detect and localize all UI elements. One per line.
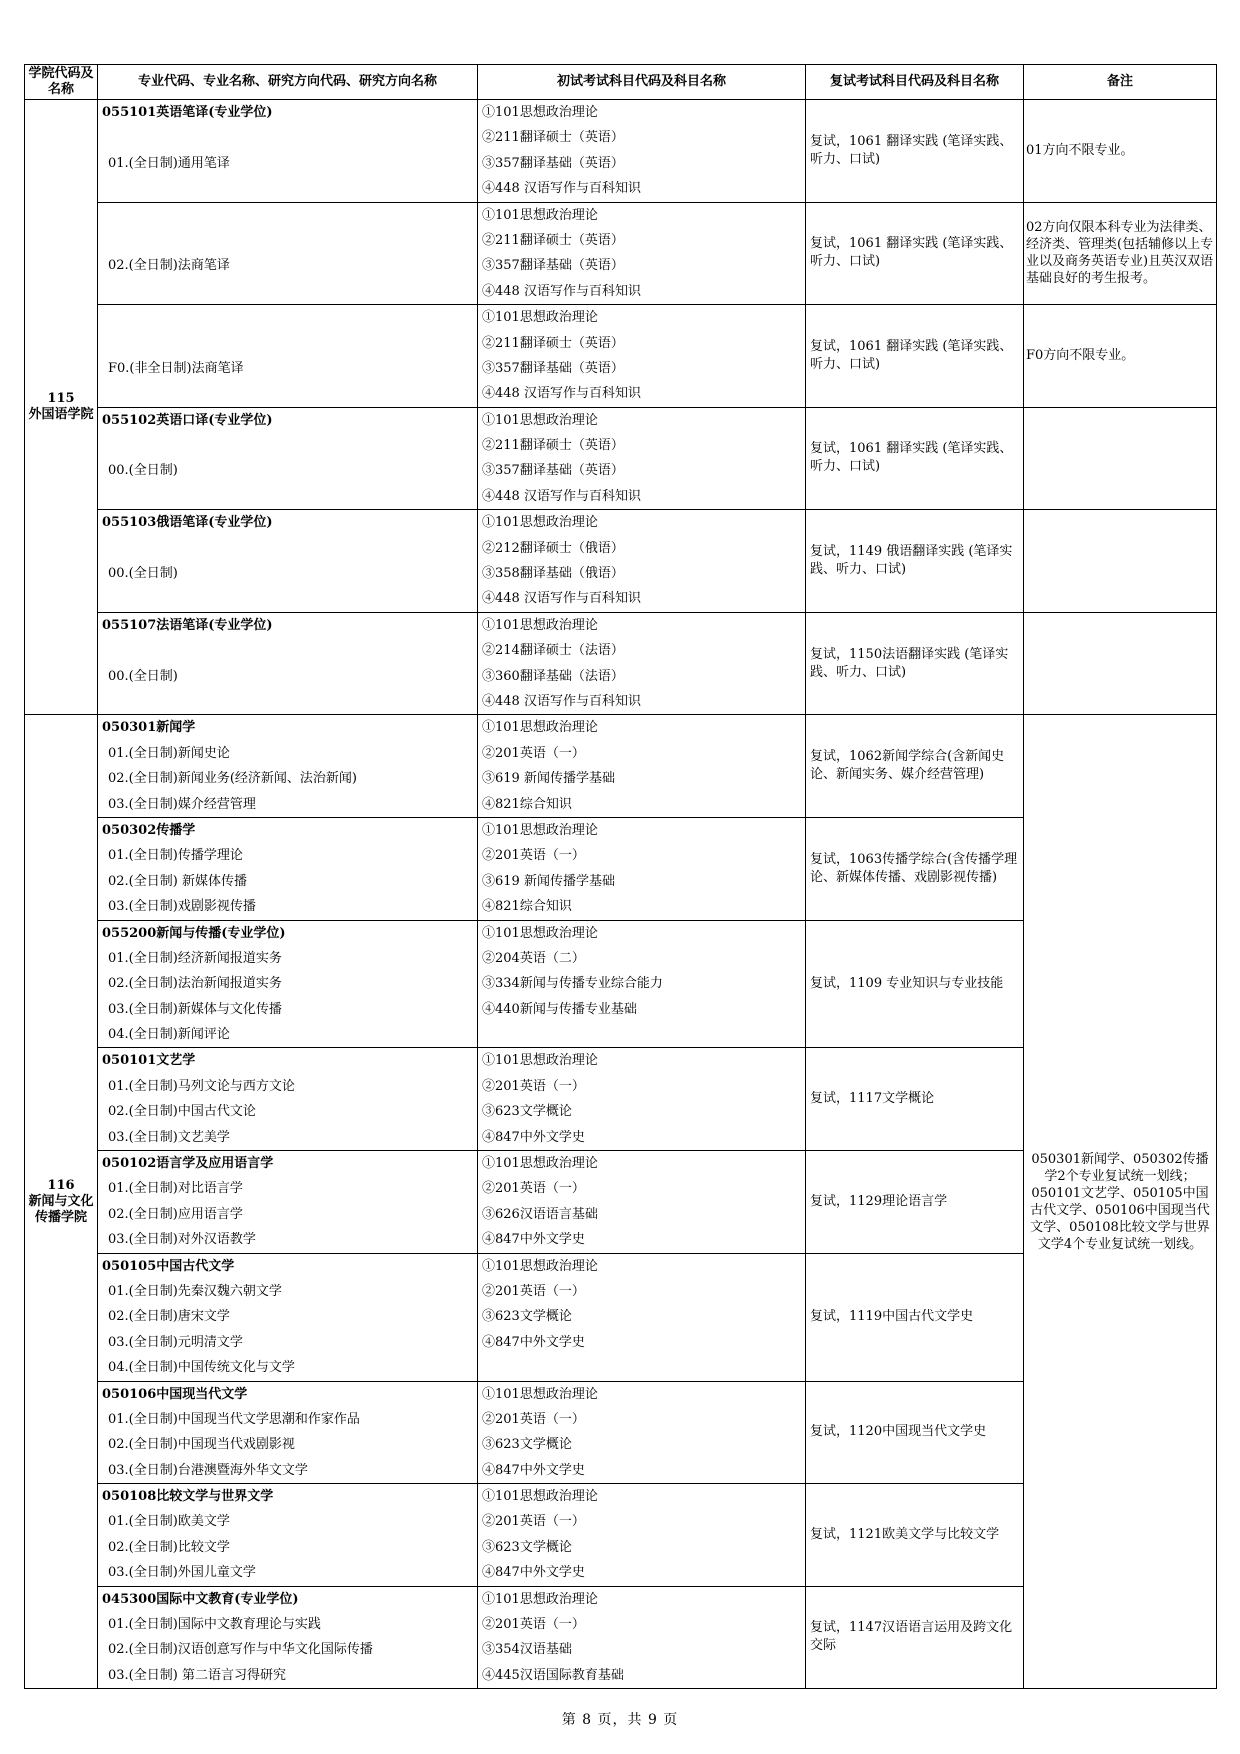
retest-cell: 复试，1109 专业知识与专业技能 [806, 920, 1024, 1048]
exam-subject: ④448 汉语写作与百科知识 [482, 591, 641, 607]
retest-cell: 复试，1120中国现当代文学史 [806, 1381, 1024, 1484]
major-name: 050101文艺学 [102, 1053, 196, 1069]
direction-name: 01.(全日制)通用笔译 [108, 155, 230, 171]
direction-name: 02.(全日制)唐宋文学 [108, 1309, 230, 1325]
retest-cell: 复试，1150法语翻译实践 (笔译实践、听力、口试) [806, 612, 1024, 715]
exam-subject: ③334新闻与传播专业综合能力 [482, 976, 663, 992]
exam-subject: ①101思想政治理论 [482, 1053, 598, 1069]
exam-subject: ③619 新闻传播学基础 [482, 873, 615, 889]
page-footer: 第 8 页，共 9 页 [561, 1712, 679, 1728]
exam-subject: ③360翻译基础（法语） [482, 668, 624, 684]
retest-cell: 复试，1147汉语语言运用及跨文化交际 [806, 1586, 1024, 1689]
exam-subject: ②211翻译硕士（英语） [482, 232, 624, 248]
page [24, 64, 1216, 1689]
spacer [98, 125, 477, 150]
exam-subject: ①101思想政治理论 [482, 1386, 598, 1402]
exam-subject: ①101思想政治理论 [482, 1258, 598, 1274]
table-row [25, 715, 1217, 818]
exam-cell [478, 1381, 806, 1484]
exam-cell [478, 817, 806, 920]
spacer [98, 203, 477, 228]
direction-name: 03.(全日制)新媒体与文化传播 [108, 1001, 282, 1017]
exam-subject: ②201英语（一） [482, 1283, 585, 1299]
direction-name: 02.(全日制)应用语言学 [108, 1206, 243, 1222]
retest-cell: 复试，1063传播学综合(含传播学理论、新媒体传播、戏剧影视传播) [806, 817, 1024, 920]
exam-subject: ④448 汉语写作与百科知识 [482, 693, 641, 709]
major-name: 055107法语笔译(专业学位) [102, 617, 273, 633]
major-cell [98, 1253, 478, 1381]
exam-subject: ②201英语（一） [482, 1617, 585, 1633]
exam-subject: ④448 汉语写作与百科知识 [482, 386, 641, 402]
direction-name: 02.(全日制)比较文学 [108, 1539, 230, 1555]
major-cell [98, 612, 478, 715]
direction-name: 02.(全日制) 新媒体传播 [108, 873, 247, 889]
admissions-table [24, 64, 1217, 1689]
table-header-row [25, 65, 1217, 100]
direction-name: 03.(全日制)文艺美学 [108, 1129, 230, 1145]
table-row [25, 305, 1217, 408]
direction-name: 02.(全日制)中国现当代戏剧影视 [108, 1437, 295, 1453]
spacer [98, 381, 477, 406]
retest-cell: 复试，1062新闻学综合(含新闻史论、新闻实务、媒介经营管理) [806, 715, 1024, 818]
college-name: 新闻与文化传播学院 [28, 1193, 94, 1225]
exam-cell [478, 715, 806, 818]
direction-name: 03.(全日制)台港澳暨海外华文文学 [108, 1462, 308, 1478]
exam-subject: ①101思想政治理论 [482, 617, 598, 633]
exam-subject: ③619 新闻传播学基础 [482, 771, 615, 787]
exam-subject: ④847中外文学史 [482, 1129, 585, 1145]
college-name: 外国语学院 [28, 407, 94, 423]
major-name: 050302传播学 [102, 822, 196, 838]
header-exam: 初试考试科目代码及科目名称 [478, 65, 806, 100]
exam-cell [478, 1253, 806, 1381]
retest-cell: 复试，1061 翻译实践 (笔译实践、听力、口试) [806, 305, 1024, 408]
exam-subject: ③623文学概论 [482, 1539, 572, 1555]
exam-subject: ③623文学概论 [482, 1104, 572, 1120]
retest-cell: 复试，1117文学概论 [806, 1048, 1024, 1151]
spacer [98, 305, 477, 330]
note-cell [1024, 612, 1217, 715]
direction-name: 01.(全日制)中国现当代文学思潮和作家作品 [108, 1411, 360, 1427]
table-row [25, 407, 1217, 510]
major-cell [98, 510, 478, 613]
note-cell: 050301新闻学、050302传播学2个专业复试统一划线；050101文艺学、050105中国古代文学、050106中国现当代文学、050108比较文学与世界文学4个专业复试统一划线。 [1024, 715, 1217, 1689]
exam-subject: ②201英语（一） [482, 1078, 585, 1094]
direction-name: 01.(全日制)对比语言学 [108, 1181, 243, 1197]
major-name: 050106中国现当代文学 [102, 1386, 248, 1402]
exam-subject: ①101思想政治理论 [482, 1591, 598, 1607]
major-name: 055200新闻与传播(专业学位) [102, 925, 286, 941]
exam-subject: ③623文学概论 [482, 1309, 572, 1325]
exam-subject: ①101思想政治理论 [482, 1489, 598, 1505]
exam-subject: ④448 汉语写作与百科知识 [482, 488, 641, 504]
header-college: 学院代码及名称 [25, 65, 98, 100]
major-name: 050102语言学及应用语言学 [102, 1156, 274, 1172]
exam-cell [478, 612, 806, 715]
direction-name: 01.(全日制)先秦汉魏六朝文学 [108, 1283, 282, 1299]
exam-subject: ③354汉语基础 [482, 1642, 572, 1658]
exam-cell [478, 1586, 806, 1689]
exam-subject: ②201英语（一） [482, 745, 585, 761]
direction-name: 02.(全日制)汉语创意写作与中华文化国际传播 [108, 1642, 373, 1658]
major-cell [98, 817, 478, 920]
major-name: 055102英语口译(专业学位) [102, 412, 273, 428]
direction-name: 03.(全日制)外国儿童文学 [108, 1565, 256, 1581]
retest-cell: 复试，1061 翻译实践 (笔译实践、听力、口试) [806, 202, 1024, 305]
spacer [98, 331, 477, 356]
direction-name: 01.(全日制)国际中文教育理论与实践 [108, 1617, 321, 1633]
major-name: 055103俄语笔译(专业学位) [102, 515, 273, 531]
major-cell [98, 100, 478, 203]
retest-cell: 复试，1061 翻译实践 (笔译实践、听力、口试) [806, 407, 1024, 510]
header-note: 备注 [1024, 65, 1217, 100]
exam-subject: ②212翻译硕士（俄语） [482, 540, 624, 556]
retest-cell: 复试，1149 俄语翻译实践 (笔译实践、听力、口试) [806, 510, 1024, 613]
major-cell [98, 920, 478, 1048]
table-body [25, 100, 1217, 1689]
direction-name: 01.(全日制)经济新闻报道实务 [108, 950, 282, 966]
exam-subject: ③357翻译基础（英语） [482, 463, 624, 479]
exam-subject: ④847中外文学史 [482, 1565, 585, 1581]
exam-subject: ①101思想政治理论 [482, 105, 598, 120]
major-cell [98, 305, 478, 408]
spacer [98, 638, 477, 663]
table-row [25, 202, 1217, 305]
note-cell: 01方向不限专业。 [1024, 100, 1217, 203]
exam-subject: ③626汉语语言基础 [482, 1206, 598, 1222]
exam-subject: ①101思想政治理论 [482, 925, 598, 941]
retest-cell: 复试，1121欧美文学与比较文学 [806, 1484, 1024, 1587]
exam-cell [478, 1484, 806, 1587]
spacer [98, 279, 477, 304]
direction-name: 04.(全日制)中国传统文化与文学 [108, 1360, 295, 1376]
direction-name: 03.(全日制)对外汉语教学 [108, 1232, 256, 1248]
exam-subject: ④445汉语国际教育基础 [482, 1667, 624, 1683]
exam-subject: ③623文学概论 [482, 1437, 572, 1453]
exam-cell [478, 510, 806, 613]
direction-name: 00.(全日制) [108, 566, 178, 582]
spacer [98, 228, 477, 253]
exam-subject: ①101思想政治理论 [482, 720, 598, 736]
spacer [98, 433, 477, 458]
college-cell [25, 715, 98, 1689]
spacer [98, 689, 477, 714]
exam-subject: ①101思想政治理论 [482, 822, 598, 838]
spacer [478, 1022, 805, 1047]
exam-subject: ②214翻译硕士（法语） [482, 643, 624, 659]
retest-cell: 复试，1061 翻译实践 (笔译实践、听力、口试) [806, 100, 1024, 203]
direction-name: 03.(全日制)元明清文学 [108, 1334, 243, 1350]
table-row [25, 612, 1217, 715]
note-cell [1024, 407, 1217, 510]
major-name: 050108比较文学与世界文学 [102, 1489, 274, 1505]
major-cell [98, 715, 478, 818]
direction-name: 02.(全日制)法商笔译 [108, 258, 230, 274]
exam-subject: ④440新闻与传播专业基础 [482, 1001, 637, 1017]
major-name: 050105中国古代文学 [102, 1258, 235, 1274]
major-cell [98, 1381, 478, 1484]
table-row [25, 100, 1217, 203]
direction-name: 01.(全日制)传播学理论 [108, 848, 243, 864]
exam-subject: ③357翻译基础（英语） [482, 360, 624, 376]
exam-subject: ③358翻译基础（俄语） [482, 566, 624, 582]
exam-cell [478, 100, 806, 203]
exam-subject: ④847中外文学史 [482, 1232, 585, 1248]
direction-name: 01.(全日制)欧美文学 [108, 1514, 230, 1530]
spacer [98, 536, 477, 561]
major-cell [98, 1586, 478, 1689]
exam-subject: ④847中外文学史 [482, 1334, 585, 1350]
exam-cell [478, 920, 806, 1048]
direction-name: F0.(非全日制)法商笔译 [108, 360, 244, 376]
exam-subject: ②204英语（二） [482, 950, 585, 966]
direction-name: 03.(全日制) 第二语言习得研究 [108, 1667, 286, 1683]
major-name: 050301新闻学 [102, 720, 196, 736]
exam-subject: ②211翻译硕士（英语） [482, 335, 624, 351]
exam-cell [478, 202, 806, 305]
exam-subject: ④847中外文学史 [482, 1462, 585, 1478]
exam-subject: ④821综合知识 [482, 796, 572, 812]
spacer [478, 1355, 805, 1380]
exam-subject: ③357翻译基础（英语） [482, 155, 624, 171]
exam-subject: ①101思想政治理论 [482, 1156, 598, 1172]
exam-cell [478, 1151, 806, 1254]
major-name: 055101英语笔译(专业学位) [102, 105, 273, 120]
exam-subject: ②211翻译硕士（英语） [482, 438, 624, 454]
direction-name: 03.(全日制)媒介经营管理 [108, 796, 256, 812]
exam-subject: ②201英语（一） [482, 1411, 585, 1427]
exam-subject: ①101思想政治理论 [482, 310, 598, 326]
exam-subject: ④448 汉语写作与百科知识 [482, 283, 641, 299]
exam-subject: ③357翻译基础（英语） [482, 258, 624, 274]
exam-subject: ②201英语（一） [482, 1181, 585, 1197]
college-code: 115 [47, 391, 75, 407]
exam-subject: ②211翻译硕士（英语） [482, 130, 624, 146]
direction-name: 02.(全日制)法治新闻报道实务 [108, 976, 282, 992]
major-name: 045300国际中文教育(专业学位) [102, 1591, 299, 1607]
note-cell: F0方向不限专业。 [1024, 305, 1217, 408]
exam-subject: ②201英语（一） [482, 848, 585, 864]
spacer [98, 586, 477, 611]
exam-subject: ①101思想政治理论 [482, 515, 598, 531]
exam-subject: ④448 汉语写作与百科知识 [482, 181, 641, 197]
exam-cell [478, 305, 806, 408]
direction-name: 01.(全日制)马列文论与西方文论 [108, 1078, 295, 1094]
direction-name: 03.(全日制)戏剧影视传播 [108, 899, 256, 915]
major-cell [98, 407, 478, 510]
direction-name: 02.(全日制)新闻业务(经济新闻、法治新闻) [108, 771, 357, 787]
exam-cell [478, 407, 806, 510]
spacer [98, 176, 477, 201]
exam-subject: ④821综合知识 [482, 899, 572, 915]
direction-name: 00.(全日制) [108, 463, 178, 479]
exam-cell [478, 1048, 806, 1151]
major-cell [98, 1048, 478, 1151]
direction-name: 02.(全日制)中国古代文论 [108, 1104, 256, 1120]
major-cell [98, 202, 478, 305]
header-retest: 复试考试科目代码及科目名称 [806, 65, 1024, 100]
note-cell [1024, 510, 1217, 613]
college-code: 116 [47, 1177, 75, 1193]
college-cell [25, 100, 98, 715]
table-row [25, 510, 1217, 613]
exam-subject: ②201英语（一） [482, 1514, 585, 1530]
exam-subject: ①101思想政治理论 [482, 207, 598, 223]
retest-cell: 复试，1129理论语言学 [806, 1151, 1024, 1254]
header-major: 专业代码、专业名称、研究方向代码、研究方向名称 [98, 65, 478, 100]
exam-subject: ①101思想政治理论 [482, 412, 598, 428]
direction-name: 01.(全日制)新闻史论 [108, 745, 230, 761]
major-cell [98, 1484, 478, 1587]
spacer [98, 484, 477, 509]
major-cell [98, 1151, 478, 1254]
direction-name: 04.(全日制)新闻评论 [108, 1027, 230, 1043]
retest-cell: 复试，1119中国古代文学史 [806, 1253, 1024, 1381]
note-cell: 02方向仅限本科专业为法律类、经济类、管理类(包括辅修以上专业以及商务英语专业)且英汉双语基础良好的考生报考。 [1024, 202, 1217, 305]
direction-name: 00.(全日制) [108, 668, 178, 684]
